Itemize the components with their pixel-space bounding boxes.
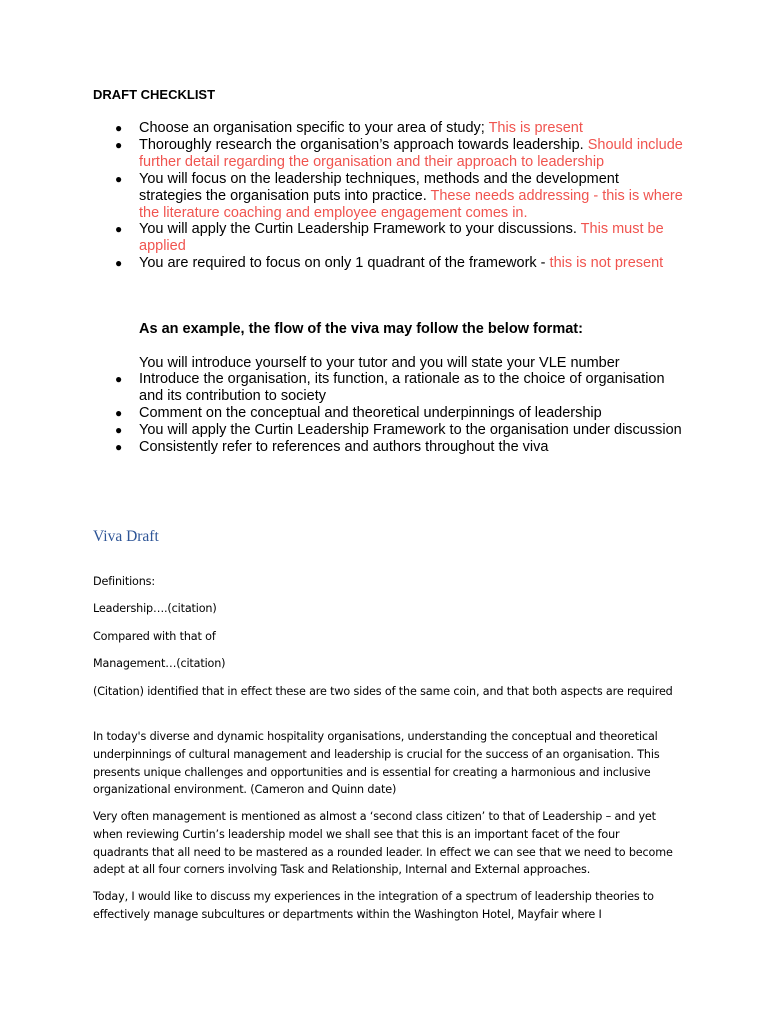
checklist-item-comment: This is present [488,120,583,136]
checklist-item-comment: Should include further detail regarding the organisation and their approach to leadership [139,136,683,170]
citation-paragraph: (Citation) identified that in effect these are two sides of the same coin, and that both aspects are required [93,685,673,698]
checklist-item-text: Thoroughly research the organisation’s approach towards leadership. [139,136,588,153]
viva-flow-item [0,371,684,405]
viva-flow-item-text: Consistently refer to references and authors throughout the viva [139,438,549,455]
hospitality-paragraph: In today's diverse and dynamic hospitality organisations, understanding the conceptual and theoretical underpinnings of cultural management and leadership is crucial for the success of an organisation. This presents unique challenges and opportunities and is essential for creating a harmonious and inclusive organizational environment. (Cameron and Quinn date) [93,730,660,797]
checklist-item [0,255,684,272]
viva-flow-item-text: Introduce the organisation, its function, a rationale as to the choice of organisation and its contribution to society [139,371,665,404]
checklist-item [0,120,684,137]
checklist-item-text: Choose an organisation specific to your area of study; [139,120,489,136]
checklist-title: DRAFT CHECKLIST [93,87,216,102]
bullet-icon: ● [115,222,123,237]
checklist-item-comment: this is not present [549,255,664,272]
leadership-definition: Leadership….(citation) [93,602,217,615]
compared-line: Compared with that of [93,630,216,643]
checklist-item [0,137,684,171]
bullet-icon: ● [115,422,123,437]
definitions-label: Definitions: [93,575,155,588]
management-definition: Management…(citation) [93,657,226,670]
viva-draft-heading: Viva Draft [93,528,159,545]
viva-flow-item [0,439,684,456]
management-paragraph: Very often management is mentioned as almost a ‘second class citizen’ to that of Leadership – and yet when reviewing Curtin’s leadership model we shall see that this is an important facet of the four quadrants that all need to be mastered as a rounded leader. In effect we can see that we need to become adept at all four corners involving Task and Relationship, Internal and External approaches. [93,810,673,877]
bullet-icon: ● [115,171,123,186]
example-heading: As an example, the flow of the viva may follow the below format: [139,321,583,337]
bullet-icon: ● [115,405,123,420]
checklist-item-comment: This must be applied [139,221,664,255]
bullet-icon: ● [115,121,123,135]
viva-flow-list [0,371,768,456]
viva-flow-item [0,405,684,422]
viva-flow-item-text: Comment on the conceptual and theoretical underpinnings of leadership [139,404,602,421]
checklist-item-text: You will focus on the leadership techniques, methods and the development strategies the organisation puts into practice. [139,170,619,204]
checklist-item [0,221,684,255]
bullet-icon: ● [115,256,123,271]
example-intro: You will introduce yourself to your tutor and you will state your VLE number [139,355,620,371]
checklist-item-comment: These needs addressing - this is where the literature coaching and employee engagement comes in. [139,187,683,221]
checklist-item-text: You are required to focus on only 1 quadrant of the framework - [139,255,550,272]
discussion-paragraph: Today, I would like to discuss my experiences in the integration of a spectrum of leadership theories to effectively manage subcultures or departments within the Washington Hotel, Mayfair where I [93,890,654,921]
bullet-icon: ● [115,439,123,454]
checklist-item [0,171,684,222]
bullet-icon: ● [115,137,123,152]
checklist-item-text: You will apply the Curtin Leadership Framework to your discussions. [139,221,581,238]
viva-flow-item [0,422,684,439]
checklist-list [0,120,768,272]
viva-flow-item-text: You will apply the Curtin Leadership Framework to the organisation under discussion [139,421,682,438]
bullet-icon: ● [115,372,123,386]
